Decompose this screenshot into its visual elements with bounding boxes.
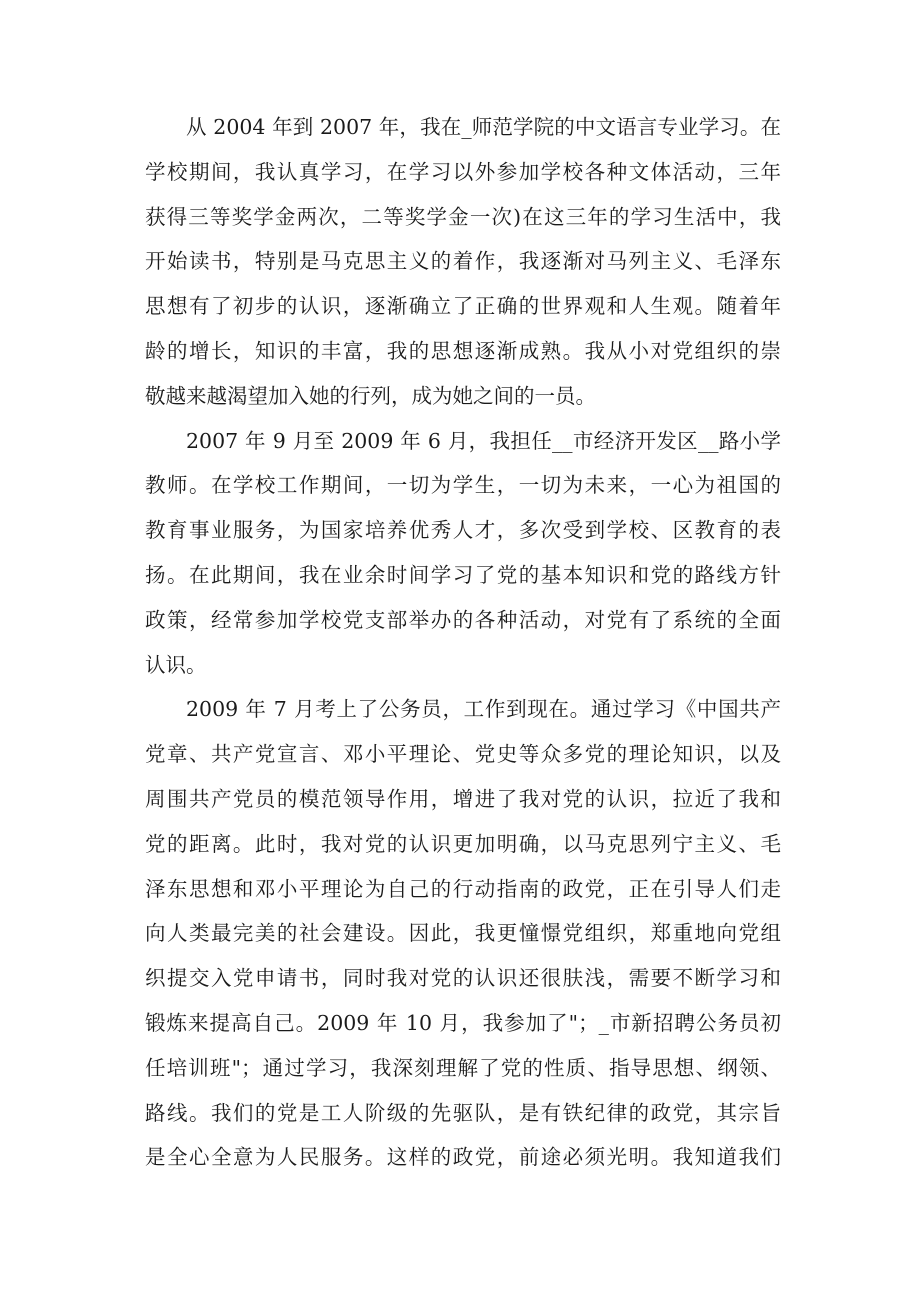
text-line: 路线。我们的党是工人阶级的先驱队，是有铁纪律的政党，其宗旨 [145, 1100, 781, 1125]
text-line: 政策，经常参加学校党支部举办的各种活动，对党有了系统的全面 [145, 607, 781, 632]
text-line: 锻炼来提高自己。2009 年 10 月，我参加了"；_市新招聘公务员初 [145, 1010, 781, 1035]
text-line: 获得三等奖学金两次，二等奖学金一次)在这三年的学习生活中，我 [145, 204, 781, 229]
paragraph-1 [145, 105, 781, 419]
text-line: 学校期间，我认真学习，在学习以外参加学校各种文体活动，三年 [145, 159, 781, 184]
text-line: 2009 年 7 月考上了公务员，工作到现在。通过学习《中国共产 [186, 697, 781, 722]
text-line: 认识。 [145, 652, 207, 677]
text-line: 织提交入党申请书，同时我对党的认识还很肤浅，需要不断学习和 [145, 966, 781, 991]
text-line: 思想有了初步的认识，逐渐确立了正确的世界观和人生观。随着年 [145, 294, 781, 319]
text-line: 周围共产党员的模范领导作用，增进了我对党的认识，拉近了我和 [145, 786, 781, 811]
text-line: 敬越来越渴望加入她的行列，成为她之间的一员。 [145, 383, 596, 408]
text-line: 从 2004 年到 2007 年，我在_师范学院的中文语言专业学习。在 [186, 115, 781, 139]
text-line: 教师。在学校工作期间，一切为学生，一切为未来，一心为祖国的 [145, 473, 781, 498]
text-line: 龄的增长，知识的丰富，我的思想逐渐成熟。我从小对党组织的崇 [145, 338, 781, 363]
text-line: 扬。在此期间，我在业余时间学习了党的基本知识和党的路线方针 [145, 562, 781, 587]
text-line: 党章、共产党宣言、邓小平理论、党史等众多党的理论知识，以及 [145, 742, 781, 767]
text-line: 教育事业服务，为国家培养优秀人才，多次受到学校、区教育的表 [145, 518, 781, 543]
text-line: 党的距离。此时，我对党的认识更加明确，以马克思列宁主义、毛 [145, 831, 781, 856]
text-line: 泽东思想和邓小平理论为自己的行动指南的政党，正在引导人们走 [145, 876, 781, 901]
text-line: 2007 年 9 月至 2009 年 6 月，我担任__市经济开发区__路小学 [186, 428, 781, 453]
text-line: 向人类最完美的社会建设。因此，我更憧憬党组织，郑重地向党组 [145, 921, 781, 946]
paragraph-3 [145, 687, 781, 1180]
text-line: 任培训班"；通过学习，我深刻理解了党的性质、指导思想、纲领、 [145, 1055, 781, 1080]
text-line: 开始读书，特别是马克思主义的着作，我逐渐对马列主义、毛泽东 [145, 249, 781, 274]
text-line: 是全心全意为人民服务。这样的政党，前途必须光明。我知道我们 [145, 1145, 781, 1170]
document-body [145, 105, 781, 1180]
paragraph-2 [145, 419, 781, 688]
